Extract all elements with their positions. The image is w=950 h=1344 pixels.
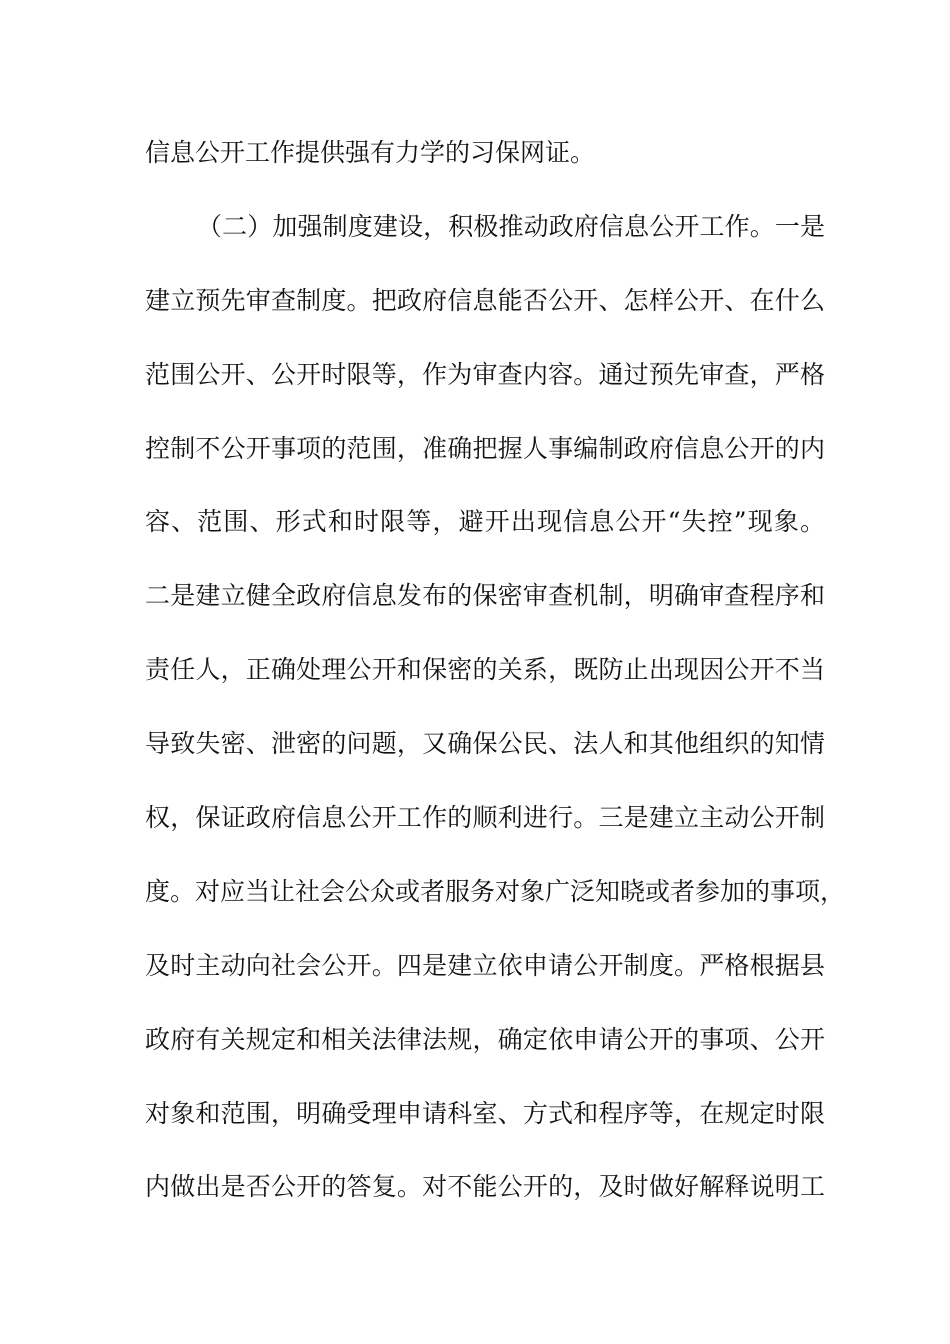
text-line: 建立预先审查制度。把政府信息能否公开、怎样公开、在什么 bbox=[145, 285, 825, 315]
text-line: 政府有关规定和相关法律法规，确定依申请公开的事项、公开 bbox=[145, 1024, 825, 1054]
text-line: 导致失密、泄密的问题，又确保公民、法人和其他组织的知情 bbox=[145, 729, 825, 759]
text-line: 控制不公开事项的范围，准确把握人事编制政府信息公开的内 bbox=[145, 433, 825, 463]
text-line: 责任人，正确处理公开和保密的关系，既防止出现因公开不当 bbox=[145, 655, 825, 685]
text-line: 信息公开工作提供强有力学的习保网证。 bbox=[145, 138, 596, 167]
text-line: 范围公开、公开时限等，作为审查内容。通过预先审查，严格 bbox=[145, 359, 825, 389]
text-line: 二是建立健全政府信息发布的保密审查机制，明确审查程序和 bbox=[145, 581, 825, 611]
text-line: 及时主动向社会公开。四是建立依申请公开制度。严格根据县 bbox=[145, 950, 825, 980]
text-line: 对象和范围，明确受理申请科室、方式和程序等，在规定时限 bbox=[145, 1098, 825, 1128]
text-line: 内做出是否公开的答复。对不能公开的，及时做好解释说明工 bbox=[145, 1172, 825, 1202]
text-line: 权，保证政府信息公开工作的顺利进行。三是建立主动公开制 bbox=[145, 803, 825, 833]
text-line: 度。对应当让社会公众或者服务对象广泛知晓或者参加的事项， bbox=[145, 876, 846, 906]
body-text bbox=[145, 130, 846, 1238]
text-line: 容、范围、形式和时限等，避开出现信息公开“失控”现象。 bbox=[145, 507, 825, 537]
text-line: （二）加强制度建设，积极推动政府信息公开工作。一是 bbox=[197, 211, 825, 241]
